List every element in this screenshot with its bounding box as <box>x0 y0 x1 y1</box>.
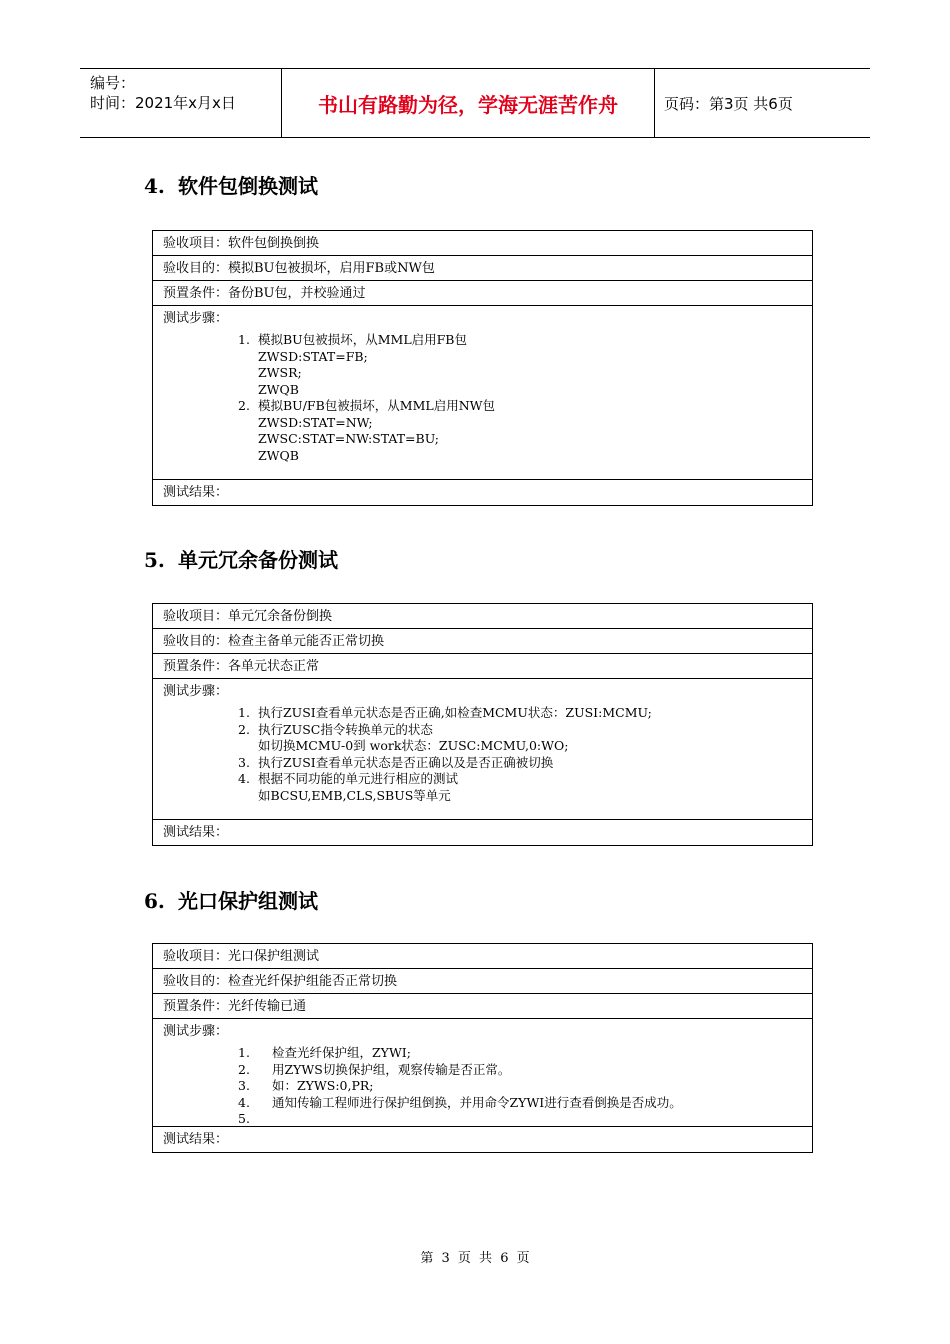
step-item <box>238 332 495 349</box>
result-row: 测试结果： <box>163 485 229 500</box>
purpose-row: 验收目的：检查主备单元能否正常切换 <box>153 629 812 654</box>
steps-row <box>153 1019 812 1127</box>
step-text: 模拟BU/FB包被损坏，从MML启用NW包 <box>258 398 495 413</box>
step-item <box>238 1111 682 1128</box>
step-text: 检查光纤保护组，ZYWI; <box>272 1045 411 1060</box>
step-number: 3. <box>238 754 250 770</box>
section-number: 6. <box>144 889 165 913</box>
section-title <box>144 544 338 573</box>
header-meta <box>90 73 236 113</box>
page-header <box>80 68 870 138</box>
header-divider <box>654 69 655 137</box>
steps-label: 测试步骤： <box>163 684 229 699</box>
step-text: 执行ZUSI查看单元状态是否正确,如检查MCMU状态：ZUSI:MCMU; <box>258 705 652 720</box>
precondition-row: 预置条件：各单元状态正常 <box>153 654 812 679</box>
step-item <box>238 1078 682 1095</box>
steps-row <box>153 306 812 480</box>
steps-list <box>238 1045 682 1128</box>
step-item <box>238 771 652 788</box>
step-item <box>238 1095 682 1112</box>
steps-label: 测试步骤： <box>163 1024 229 1039</box>
step-detail: ZWSC:STAT=NW:STAT=BU; <box>258 431 440 446</box>
test-table <box>152 943 813 1153</box>
project-row: 验收项目：软件包倒换倒换 <box>153 231 812 256</box>
section-heading: 光口保护组测试 <box>178 889 318 913</box>
step-detail: ZWSD:STAT=FB; <box>258 348 368 364</box>
step-detail: ZWSR; <box>258 365 302 380</box>
purpose-row: 验收目的：检查光纤保护组能否正常切换 <box>153 969 812 994</box>
section-heading: 软件包倒换测试 <box>178 174 318 198</box>
step-text: 如：ZYWS:0,PR; <box>272 1078 374 1093</box>
step-item <box>238 722 652 739</box>
step-number: 2. <box>238 721 250 737</box>
steps-list <box>238 332 495 464</box>
step-number: 5. <box>238 1111 250 1126</box>
step-number: 1. <box>238 1045 250 1060</box>
step-detail: ZWQB <box>258 447 299 463</box>
step-item <box>238 1045 682 1062</box>
section-number: 4. <box>144 174 165 198</box>
step-detail: 如切换MCMU-0到 work状态：ZUSC:MCMU,0:WO; <box>258 738 569 753</box>
step-text: 通知传输工程师进行保护组倒换，并用命令ZYWI进行查看倒换是否成功。 <box>272 1094 682 1110</box>
steps-list <box>238 705 652 804</box>
step-number: 3. <box>238 1078 250 1093</box>
test-table <box>152 230 813 506</box>
number-label: 编号： <box>90 74 136 92</box>
section-title <box>144 170 318 199</box>
step-item <box>238 398 495 415</box>
step-text: 执行ZUSC指令转换单元的状态 <box>258 721 433 737</box>
precondition-row: 预置条件：光纤传输已通 <box>153 994 812 1019</box>
step-detail: ZWQB <box>258 381 299 397</box>
step-number: 1. <box>238 705 250 720</box>
step-number: 2. <box>238 1061 250 1077</box>
step-item <box>238 705 652 722</box>
step-number: 1. <box>238 332 250 347</box>
step-text: 根据不同功能的单元进行相应的测试 <box>258 771 459 786</box>
project-row: 验收项目：单元冗余备份倒换 <box>153 604 812 629</box>
step-number: 4. <box>238 771 250 786</box>
precondition-row: 预置条件：备份BU包，并校验通过 <box>153 281 812 306</box>
step-text: 用ZYWS切换保护组，观察传输是否正常。 <box>272 1061 511 1077</box>
step-detail: 如BCSU,EMB,CLS,SBUS等单元 <box>258 787 451 803</box>
result-row: 测试结果： <box>163 1132 229 1147</box>
page-indicator: 页码：第3页 共6页 <box>664 94 793 113</box>
project-row: 验收项目：光口保护组测试 <box>153 944 812 969</box>
page-footer: 第 3 页 共 6 页 <box>420 1251 530 1266</box>
result-row: 测试结果： <box>163 825 229 840</box>
section-heading: 单元冗余备份测试 <box>178 548 338 572</box>
step-number: 2. <box>238 398 250 413</box>
step-detail: ZWSD:STAT=NW; <box>258 414 373 430</box>
steps-label: 测试步骤： <box>163 311 229 326</box>
header-motto: 书山有路勤为径，学海无涯苦作舟 <box>318 92 618 117</box>
step-item <box>238 1062 682 1079</box>
section-number: 5. <box>144 548 165 572</box>
test-table <box>152 603 813 846</box>
purpose-row: 验收目的：模拟BU包被损坏，启用FB或NW包 <box>153 256 812 281</box>
step-number: 4. <box>238 1094 250 1110</box>
step-text: 执行ZUSI查看单元状态是否正确以及是否正确被切换 <box>258 754 554 770</box>
step-item <box>238 755 652 772</box>
time-label: 时间：2021年x月x日 <box>90 94 236 112</box>
section-title <box>144 885 318 914</box>
steps-row <box>153 679 812 820</box>
step-text: 模拟BU包被损坏，从MML启用FB包 <box>258 332 467 347</box>
